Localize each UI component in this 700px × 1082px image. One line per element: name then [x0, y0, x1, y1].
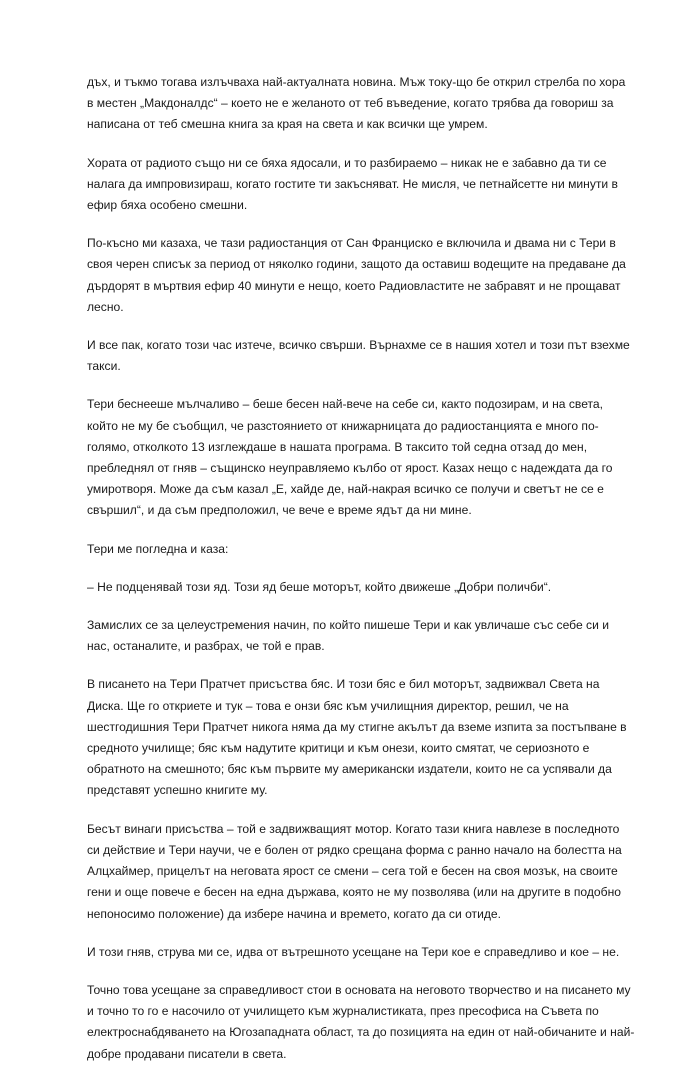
paragraph: Тери беснееше мълчаливо – беше бесен най-вече на себе си, както подозирам, и на света, който не му бе съобщил, че разстоянието от книжарницата до радиостанцията е много по-голямо, отколкото 13 изглеждаше в нашата програма. В таксито той седна отзад до мен, пребледнял от гняв – същинско неуправляемо кълбо от ярост. Казах нещо с надеждата да го умиротворя. Може да съм казал „Е, хайде де, най-накрая всичко се получи и светът не се е свършил“, и да съм предположил, че вече е време ядът да ни мине.: [87, 397, 613, 518]
paragraph: – Не подценявай този яд. Този яд беше моторът, който движеше „Добри поличби“.: [87, 579, 552, 594]
document-page: [87, 72, 635, 1082]
paragraph: Тери ме погледна и каза:: [87, 541, 229, 556]
paragraph: И този гняв, струва ми се, идва от вътрешното усещане на Тери кое е справедливо и кое – не.: [87, 944, 620, 959]
paragraph: Точно това усещане за справедливост стои в основата на неговото творчество и на писането му и точно то го е насочило от училището към журналистиката, през пресофиса на Съвета по електроснабдяването на Югозападната област, та до позицията на един от най-обичаните и най-добре продавани писатели в света.: [87, 982, 635, 1061]
paragraph: По-късно ми казаха, че тази радиостанция от Сан Франциско е включила и двама ни с Тери в своя черен списък за период от няколко години, защото да оставиш водещите на предаване да дърдорят в мъртвия ефир 40 минути е нещо, което Радиовластите не забравят и не прощават лесно.: [87, 236, 626, 314]
paragraph: И все пак, когато този час изтече, всичко свърши. Върнахме се в нашия хотел и този път взехме такси.: [87, 338, 630, 374]
paragraph: В писането на Тери Пратчет присъства бяс. И този бяс е бил моторът, задвижвал Света на Диска. Ще го откриете и тук – това е онзи бяс към училищния директор, решил, че на шестгодишния Тери Пратчет никога няма да му стигне акълът да вземе изпита за постъпване в средното училище; бяс към надутите критици и към онези, които смятат, че сериозното е обратното на смешното; бяс към първите му американски издатели, които не са успявали да представят успешно книгите му.: [87, 677, 627, 798]
paragraph: Хората от радиото също ни се бяха ядосали, и то разбираемо – никак не е забавно да ти се налага да импровизираш, когато гостите ти закъсняват. Не мисля, че петнайсетте ни минути в ефир бяха особено смешни.: [87, 155, 618, 213]
paragraph: дъх, и тъкмо тогава излъчваха най-актуалната новина. Мъж току-що бе открил стрелба по хора в местен „Макдоналдс“ – което не е желаното от теб въведение, когато трябва да говориш за написана от теб смешна книга за края на света и как всички ще умрем.: [87, 75, 626, 132]
paragraph: Замислих се за целеустремения начин, по който пишеше Тери и как увличаше със себе си и нас, останалите, и разбрах, че той е прав.: [87, 618, 609, 654]
paragraph: Бесът винаги присъства – той е задвижващият мотор. Когато тази книга навлезе в последното си действие и Тери научи, че е болен от рядко срещана форма с ранно начало на болестта на Алцхаймер, прицелът на неговата ярост се смени – сега той е бесен на своя мозък, на своите гени и още повече е бесен на една държава, която не му позволява (или на другите в подобно непоносимо положение) да избере начина и времето, когато да си отиде.: [87, 821, 622, 921]
